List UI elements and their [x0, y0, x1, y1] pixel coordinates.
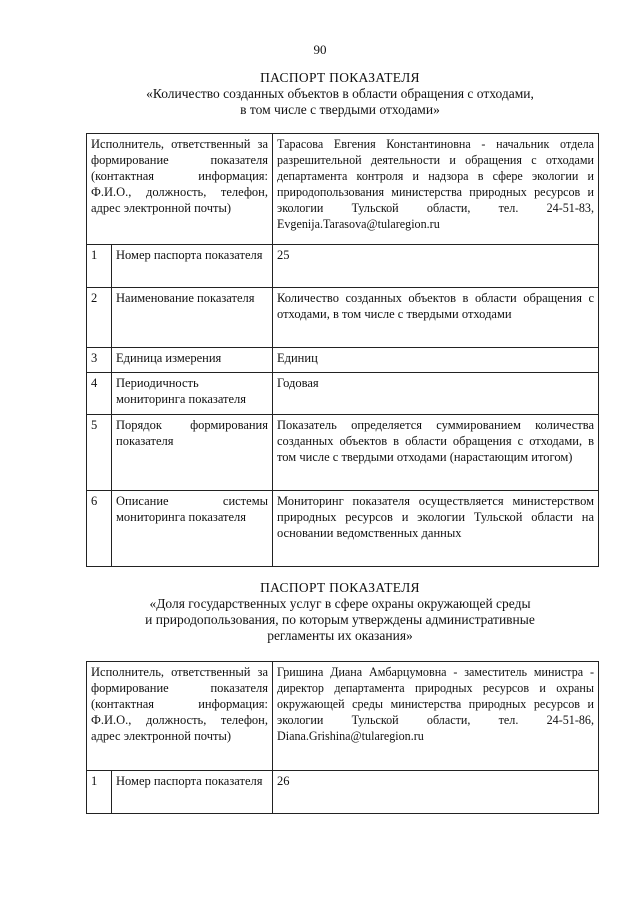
- row-label: Периодичность мониторинга показателя: [112, 373, 273, 415]
- page-number: 90: [313, 42, 327, 57]
- executor-value: Гришина Диана Амбарцумовна - заместитель министра - директор департамента природных ресурсов и охраны окружающей среды министерства природных ресурсов и экологии Тульской области, тел. 24-51-86, Diana.Grishina@tularegion.ru: [273, 662, 599, 771]
- row-number: 1: [87, 771, 112, 814]
- row-value: Количество созданных объектов в области обращения с отходами, в том числе с твердыми отходами: [273, 288, 599, 348]
- row-number: 5: [87, 415, 112, 491]
- executor-value: Тарасова Евгения Константиновна - начальник отдела разрешительной деятельности и обращения с отходами департамента контроля и надзора в сфере экологии и природопользования министерства природных ресурсов и экологии Тульской области, тел. 24-51-83, Evgenija.Tarasova@tularegion.ru: [273, 134, 599, 245]
- passport-2-title: ПАСПОРТ ПОКАЗАТЕЛЯ: [260, 580, 420, 595]
- row-label: Описание системы мониторинга показателя: [112, 491, 273, 567]
- row-value: Показатель определяется суммированием количества созданных объектов в области обращения с отходами, в том числе с твердыми отходами (нарастающим итогом): [273, 415, 599, 491]
- row-label: Номер паспорта показателя: [112, 245, 273, 288]
- row-value: 26: [273, 771, 599, 814]
- row-number: 1: [87, 245, 112, 288]
- table-row: [87, 288, 599, 348]
- table-row: [87, 373, 599, 415]
- row-label: Номер паспорта показателя: [112, 771, 273, 814]
- passport-1-table: [86, 133, 599, 567]
- row-value: Единиц: [273, 348, 599, 373]
- row-value: 25: [273, 245, 599, 288]
- row-number: 2: [87, 288, 112, 348]
- row-label: Порядок формирования показателя: [112, 415, 273, 491]
- table-row: [87, 134, 599, 245]
- row-value: Годовая: [273, 373, 599, 415]
- table-row: [87, 662, 599, 771]
- table-row: [87, 348, 599, 373]
- table-row: [87, 771, 599, 814]
- row-label: Единица измерения: [112, 348, 273, 373]
- passport-1-subtitle-line2: в том числе с твердыми отходами»: [240, 102, 440, 117]
- passport-2-subtitle-line2: и природопользования, по которым утверждены административные: [145, 612, 535, 627]
- passport-2-subtitle-line1: «Доля государственных услуг в сфере охраны окружающей среды: [149, 596, 531, 611]
- passport-2-table: [86, 661, 599, 814]
- row-label: Наименование показателя: [112, 288, 273, 348]
- passport-2-subtitle-line3: регламенты их оказания»: [267, 628, 413, 643]
- row-number: 3: [87, 348, 112, 373]
- executor-label: Исполнитель, ответственный за формирование показателя (контактная информация: Ф.И.О., должность, телефон, адрес электронной почты): [87, 662, 273, 771]
- row-number: 4: [87, 373, 112, 415]
- passport-2-heading: [60, 580, 620, 644]
- table-row: [87, 491, 599, 567]
- executor-label: Исполнитель, ответственный за формирование показателя (контактная информация: Ф.И.О., должность, телефон, адрес электронной почты): [87, 134, 273, 245]
- table-row: [87, 245, 599, 288]
- row-value: Мониторинг показателя осуществляется министерством природных ресурсов и экологии Тульской области на основании ведомственных данных: [273, 491, 599, 567]
- row-number: 6: [87, 491, 112, 567]
- passport-1-subtitle-line1: «Количество созданных объектов в области обращения с отходами,: [146, 86, 534, 101]
- passport-1-heading: [60, 70, 620, 118]
- passport-1-title: ПАСПОРТ ПОКАЗАТЕЛЯ: [260, 70, 420, 85]
- table-row: [87, 415, 599, 491]
